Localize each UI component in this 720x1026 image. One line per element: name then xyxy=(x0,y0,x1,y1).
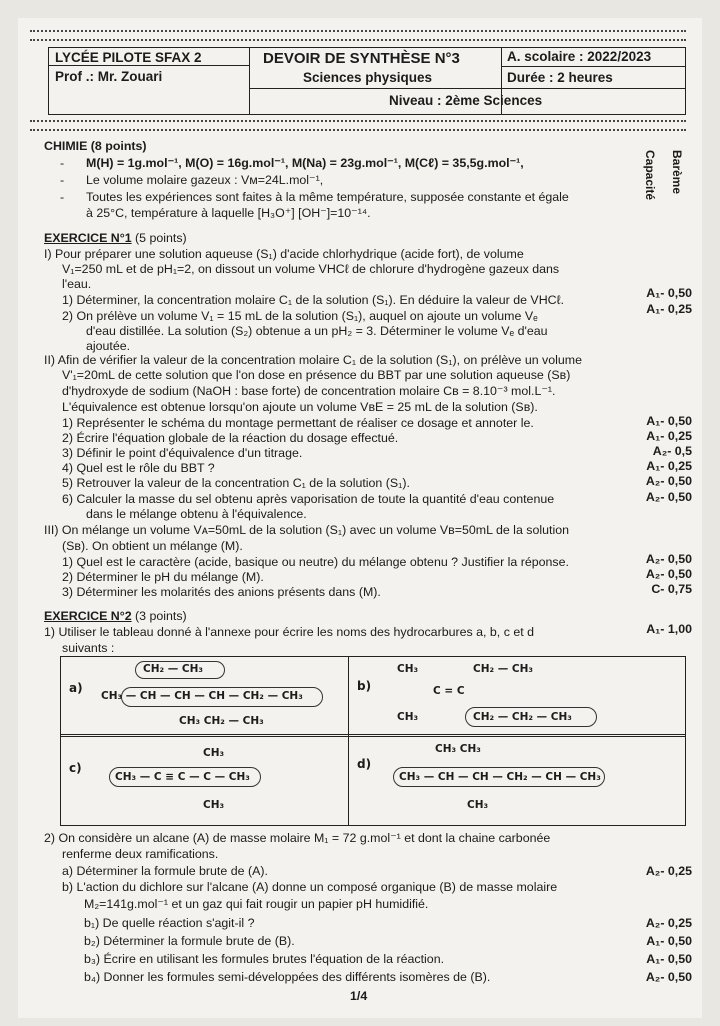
class-level: Niveau : 2ème Sciences xyxy=(389,93,543,108)
part2-text: V'₁=20mL de cette solution que l'on dose en présence du BBT par une solution aqueuse (Sв) xyxy=(62,368,571,382)
question-line: 1) Utiliser le tableau donné à l'annexe pour écrire les noms des hydrocarbures a, b, c et d xyxy=(44,625,534,639)
hydrocarbon-table xyxy=(60,656,686,826)
question-line: b₄) Donner les formules semi-développées des différents isomères de (B). xyxy=(84,970,491,984)
formula-d-main: CH₃ — CH — CH — CH₂ — CH — CH₃ xyxy=(399,771,601,783)
exam-duration: Durée : 2 heures xyxy=(507,70,613,85)
grade-mark: A₁- 0,50 xyxy=(646,952,692,966)
school-year: A. scolaire : 2022/2023 xyxy=(507,49,652,64)
formula-a-top: CH₂ — CH₃ xyxy=(143,663,203,675)
question-line: M₂=141g.mol⁻¹ et un gaz qui fait rougir un papier pH humidifié. xyxy=(84,897,429,911)
grade-mark: A₂- 0,25 xyxy=(645,864,692,878)
temperature-note: Toutes les expériences sont faites à la même température, supposée constante et égale xyxy=(86,190,569,204)
school-name: LYCÉE PILOTE SFAX 2 xyxy=(55,50,202,65)
part3-text: III) On mélange un volume Vᴀ=50mL de la solution (S₁) avec un volume Vв=50mL de la solution xyxy=(44,523,569,537)
grading-column-label: Barème xyxy=(670,150,684,195)
molar-masses: M(H) = 1g.mol⁻¹, M(O) = 16g.mol⁻¹, M(Na) = 23g.mol⁻¹, M(Cℓ) = 35,5g.mol⁻¹, xyxy=(86,156,524,170)
grade-mark: A₁- 0,25 xyxy=(646,429,692,443)
formula-a-label: a) xyxy=(69,681,83,695)
question-line: ajoutée. xyxy=(86,339,131,353)
question-line: 3) Définir le point d'équivalence d'un titrage. xyxy=(62,446,303,460)
formula-b-top-right: CH₂ — CH₃ xyxy=(473,663,533,675)
grade-mark: A₁- 1,00 xyxy=(646,622,692,636)
formula-c-main: CH₃ — C ≡ C — C — CH₃ xyxy=(115,771,250,783)
question-line: 6) Calculer la masse du sel obtenu après vaporisation de toute la quantité d'eau contenue xyxy=(62,492,555,506)
grade-mark: A₁- 0,50 xyxy=(646,934,692,948)
header-table xyxy=(48,47,686,115)
temperature-note-cont: à 25°C, température à laquelle [H₃O⁺] [OH⁻]=10⁻¹⁴. xyxy=(86,206,371,220)
formula-b-center: C = C xyxy=(433,685,465,697)
decorative-border-bottom xyxy=(30,120,686,131)
question-line: b₂) Déterminer la formule brute de (B). xyxy=(84,934,295,948)
question-line: dans le mélange obtenu à l'équivalence. xyxy=(86,507,307,521)
question-line: 1) Quel est le caractère (acide, basique ou neutre) du mélange obtenu ? Justifier la réponse. xyxy=(62,555,569,569)
grade-mark: A₂- 0,50 xyxy=(645,567,692,581)
data-bullet: - xyxy=(60,190,65,204)
part1-text: l'eau. xyxy=(62,277,92,291)
question-line: b₃) Écrire en utilisant les formules brutes l'équation de la réaction. xyxy=(84,952,445,966)
part1-text: V₁=250 mL et de pH₁=2, on dissout un volume VHCℓ de chlorure d'hydrogène gazeux dans xyxy=(62,262,560,276)
formula-a-main: CH₃ — CH — CH — CH — CH₂ — CH₃ xyxy=(101,690,303,702)
question-line: b₁) De quelle réaction s'agit-il ? xyxy=(84,916,255,930)
formula-b-bottom-left: CH₃ xyxy=(397,711,419,723)
grade-mark: A₂- 0,50 xyxy=(645,490,692,504)
molar-volume: Le volume molaire gazeux : Vм=24L.mol⁻¹, xyxy=(86,173,324,187)
grade-mark: C- 0,75 xyxy=(651,582,692,596)
question-line: 3) Déterminer les molarités des anions présents dans (M). xyxy=(62,585,381,599)
part1-text: I) Pour préparer une solution aqueuse (S₁) d'acide chlorhydrique (acide fort), de volume xyxy=(44,247,524,261)
formula-b-top-left: CH₃ xyxy=(397,663,419,675)
grade-mark: A₂- 0,25 xyxy=(645,916,692,930)
exam-title: DEVOIR DE SYNTHÈSE N°3 xyxy=(263,50,460,67)
question-line: 4) Quel est le rôle du BBT ? xyxy=(62,461,215,475)
data-bullet: - xyxy=(60,173,65,187)
exam-subject: Sciences physiques xyxy=(303,70,433,85)
formula-c-top: CH₃ xyxy=(203,747,225,759)
question-line: a) Déterminer la formule brute de (A). xyxy=(62,864,268,878)
question-line: suivants : xyxy=(62,641,115,655)
part3-text: (Sв). On obtient un mélange (M). xyxy=(62,539,243,553)
grade-mark: A₁- 0,50 xyxy=(646,414,692,428)
question-line: 2) Déterminer le pH du mélange (M). xyxy=(62,570,264,584)
formula-b-bottom-right: CH₂ — CH₂ — CH₃ xyxy=(473,711,572,723)
data-bullet: - xyxy=(60,156,65,170)
question-line: 5) Retrouver la valeur de la concentration C₁ de la solution (S₁). xyxy=(62,476,410,490)
grade-mark: A₂- 0,5 xyxy=(652,444,692,458)
formula-c-label: c) xyxy=(69,761,82,775)
question-line: 2) Écrire l'équation globale de la réaction du dosage effectué. xyxy=(62,431,399,445)
formula-b-label: b) xyxy=(357,679,372,693)
grade-mark: A₁- 0,25 xyxy=(646,459,692,473)
capacity-column-label: Capacité xyxy=(643,150,657,201)
formula-d-top: CH₃ CH₃ xyxy=(435,743,481,755)
part2-text: II) Afin de vérifier la valeur de la concentration molaire C₁ de la solution (S₁), on prélève un volume xyxy=(44,353,582,367)
question-line: 1) Déterminer, la concentration molaire C₁ de la solution (S₁). En déduire la valeur de VHCℓ. xyxy=(62,293,565,307)
exercise2-points: (3 points) xyxy=(131,609,187,623)
grade-mark: A₂- 0,50 xyxy=(645,474,692,488)
decorative-border-top xyxy=(30,30,686,41)
grade-mark: A₁- 0,25 xyxy=(646,302,692,316)
formula-d-label: d) xyxy=(357,757,372,771)
question-line: d'eau distillée. La solution (S₂) obtenue a un pH₂ = 3. Déterminer le volume Vₑ d'eau xyxy=(86,324,548,338)
question-line: 1) Représenter le schéma du montage permettant de réaliser ce dosage et annoter le. xyxy=(62,416,534,430)
formula-d-bottom: CH₃ xyxy=(467,799,489,811)
teacher-name: Prof .: Mr. Zouari xyxy=(55,69,163,84)
exercise1-points: (5 points) xyxy=(131,231,187,245)
formula-a-bottom: CH₃ CH₂ — CH₃ xyxy=(179,715,264,727)
part2-text: d'hydroxyde de sodium (NaOH : base forte) de concentration molaire Cв = 8.10⁻³ mol.L⁻¹. xyxy=(62,384,556,398)
chemistry-title: CHIMIE (8 points) xyxy=(44,139,147,153)
question-line: renferme deux ramifications. xyxy=(62,847,219,861)
question-line: 2) On prélève un volume V₁ = 15 mL de la solution (S₁), auquel on ajoute un volume Vₑ xyxy=(62,309,538,323)
formula-c-bottom: CH₃ xyxy=(203,799,225,811)
exercise2-title: EXERCICE N°2 xyxy=(44,609,132,623)
grade-mark: A₂- 0,50 xyxy=(645,970,692,984)
grade-mark: A₁- 0,50 xyxy=(646,286,692,300)
question-line: 2) On considère un alcane (A) de masse molaire M₁ = 72 g.mol⁻¹ et dont la chaine carbonée xyxy=(44,831,551,845)
part2-text: L'équivalence est obtenue lorsqu'on ajoute un volume VвE = 25 mL de la solution (Sв). xyxy=(62,400,538,414)
question-line: b) L'action du dichlore sur l'alcane (A) donne un composé organique (B) de masse molaire xyxy=(62,880,558,894)
grade-mark: A₂- 0,50 xyxy=(645,552,692,566)
page-number: 1/4 xyxy=(350,989,368,1003)
exercise1-title: EXERCICE N°1 xyxy=(44,231,132,245)
